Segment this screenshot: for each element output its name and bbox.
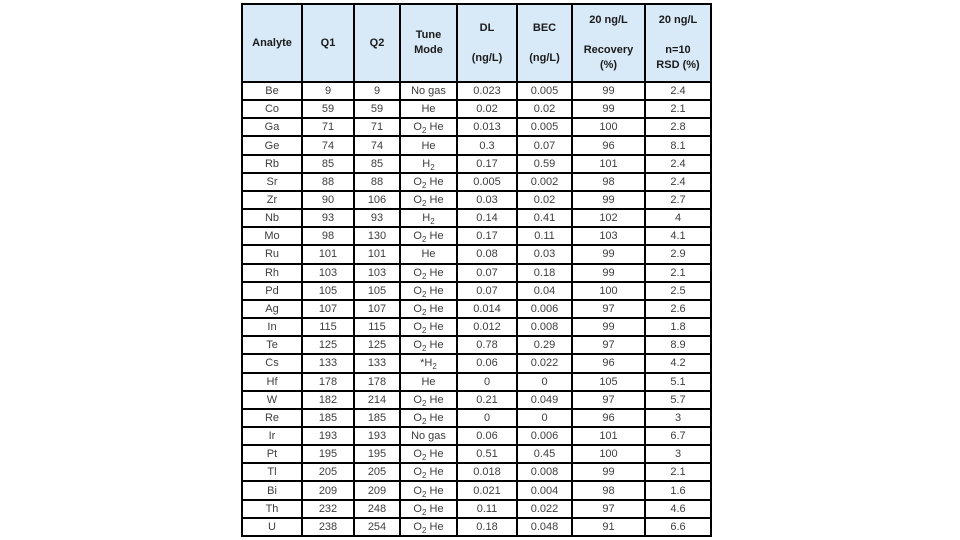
cell-dl: 0.08 (457, 245, 517, 263)
table-row-nb (242, 209, 711, 227)
column-header-line: (ng/L) (471, 51, 503, 64)
column-header-line: Tune (415, 29, 442, 41)
cell-bec: 0.45 (517, 445, 572, 463)
cell-bec: 0.008 (517, 463, 572, 481)
column-header-line: Mode (414, 44, 443, 56)
cell-tune-mode: $O_2$ He (400, 463, 457, 481)
column-header-line: Analyte (252, 36, 292, 49)
cell-recovery: 100 (572, 118, 645, 136)
column-header-dl (457, 4, 517, 82)
cell-recovery: 105 (572, 373, 645, 391)
cell-q2: 130 (354, 227, 400, 245)
cell-tune-mode: $O_2$ He (400, 191, 457, 209)
cell-q1: 238 (302, 518, 354, 536)
cell-dl: 0.06 (457, 427, 517, 445)
cell-q1: 88 (302, 173, 354, 191)
cell-q1: 101 (302, 245, 354, 263)
table-row-th (242, 500, 711, 518)
cell-analyte: W (242, 391, 302, 409)
cell-analyte: In (242, 318, 302, 336)
cell-tune-mode: $*H_2$ (400, 354, 457, 372)
cell-q1: 232 (302, 500, 354, 518)
cell-tune-mode: $O_2$ He (400, 264, 457, 282)
cell-analyte: Ir (242, 427, 302, 445)
column-header-q1 (302, 4, 354, 82)
table-row-hf (242, 373, 711, 391)
table-row-mo (242, 227, 711, 245)
cell-rsd: 2.5 (645, 282, 711, 300)
cell-recovery: 99 (572, 191, 645, 209)
cell-q2: 115 (354, 318, 400, 336)
cell-tune-mode: $O_2$ He (400, 500, 457, 518)
table-row-zr (242, 191, 711, 209)
cell-tune-mode: $O_2$ He (400, 282, 457, 300)
cell-bec: 0.04 (517, 282, 572, 300)
cell-rsd: 6.6 (645, 518, 711, 536)
cell-bec: 0 (517, 409, 572, 427)
cell-recovery: 103 (572, 227, 645, 245)
cell-analyte: Ge (242, 136, 302, 154)
cell-dl: 0 (457, 373, 517, 391)
column-header-line: Recovery (583, 44, 634, 56)
cell-bec: 0.29 (517, 336, 572, 354)
table-row-ag (242, 300, 711, 318)
cell-recovery: 98 (572, 481, 645, 499)
cell-bec: 0.11 (517, 227, 572, 245)
table-row-u (242, 518, 711, 536)
column-header-line: 20 ng/L (658, 14, 698, 26)
cell-recovery: 99 (572, 245, 645, 263)
cell-bec: 0.41 (517, 209, 572, 227)
cell-bec: 0.02 (517, 100, 572, 118)
table-row-tl (242, 463, 711, 481)
table-row-ge (242, 136, 711, 154)
cell-q1: 178 (302, 373, 354, 391)
cell-tune-mode: He (400, 136, 457, 154)
column-header-line (460, 36, 514, 51)
column-header-line: DL (479, 21, 495, 34)
column-header-analyte (242, 4, 302, 82)
cell-rsd: 2.4 (645, 155, 711, 173)
cell-recovery: 97 (572, 500, 645, 518)
cell-q2: 74 (354, 136, 400, 154)
cell-bec: 0.022 (517, 354, 572, 372)
cell-tune-mode: $O_2$ He (400, 336, 457, 354)
table-row-ga (242, 118, 711, 136)
table-header-row (242, 4, 711, 82)
cell-tune-mode: $H_2$ (400, 209, 457, 227)
cell-q2: 105 (354, 282, 400, 300)
cell-dl: 0.023 (457, 82, 517, 100)
cell-recovery: 99 (572, 463, 645, 481)
cell-tune-mode: He (400, 245, 457, 263)
column-header-recovery (572, 4, 645, 82)
cell-recovery: 96 (572, 354, 645, 372)
cell-dl: 0.14 (457, 209, 517, 227)
cell-dl: 0.17 (457, 155, 517, 173)
cell-rsd: 2.9 (645, 245, 711, 263)
cell-dl: 0.013 (457, 118, 517, 136)
cell-recovery: 96 (572, 409, 645, 427)
cell-dl: 0 (457, 409, 517, 427)
table-row-be (242, 82, 711, 100)
cell-rsd: 2.1 (645, 100, 711, 118)
cell-tune-mode: He (400, 373, 457, 391)
cell-analyte: Pd (242, 282, 302, 300)
cell-rsd: 5.1 (645, 373, 711, 391)
cell-q2: 107 (354, 300, 400, 318)
cell-q2: 178 (354, 373, 400, 391)
cell-q1: 98 (302, 227, 354, 245)
cell-q1: 195 (302, 445, 354, 463)
cell-recovery: 96 (572, 136, 645, 154)
cell-analyte: Pt (242, 445, 302, 463)
table-row-re (242, 409, 711, 427)
column-header-rsd (645, 4, 711, 82)
table-row-rh (242, 264, 711, 282)
cell-dl: 0.02 (457, 100, 517, 118)
cell-recovery: 101 (572, 155, 645, 173)
cell-q2: 209 (354, 481, 400, 499)
analyte-results-table (241, 3, 712, 537)
cell-recovery: 91 (572, 518, 645, 536)
cell-rsd: 3 (645, 409, 711, 427)
cell-analyte: Be (242, 82, 302, 100)
column-header-line (575, 28, 642, 43)
cell-q2: 71 (354, 118, 400, 136)
cell-q2: 205 (354, 463, 400, 481)
cell-q1: 71 (302, 118, 354, 136)
table-row-sr (242, 173, 711, 191)
cell-rsd: 4.6 (645, 500, 711, 518)
cell-q1: 125 (302, 336, 354, 354)
cell-tune-mode: $O_2$ He (400, 391, 457, 409)
column-header-line (648, 28, 708, 43)
cell-rsd: 2.6 (645, 300, 711, 318)
table-row-co (242, 100, 711, 118)
cell-rsd: 2.7 (645, 191, 711, 209)
cell-q2: 195 (354, 445, 400, 463)
table-row-w (242, 391, 711, 409)
cell-bec: 0.008 (517, 318, 572, 336)
cell-bec: 0 (517, 373, 572, 391)
cell-q1: 90 (302, 191, 354, 209)
cell-q2: 254 (354, 518, 400, 536)
column-header-line: RSD (%) (656, 59, 700, 71)
cell-tune-mode: $O_2$ He (400, 518, 457, 536)
cell-bec: 0.02 (517, 191, 572, 209)
cell-dl: 0.005 (457, 173, 517, 191)
cell-dl: 0.17 (457, 227, 517, 245)
cell-rsd: 6.7 (645, 427, 711, 445)
table-row-ru (242, 245, 711, 263)
table-row-rb (242, 155, 711, 173)
cell-dl: 0.51 (457, 445, 517, 463)
cell-tune-mode: $O_2$ He (400, 481, 457, 499)
cell-analyte: Ru (242, 245, 302, 263)
column-header-line: Q2 (369, 36, 385, 49)
cell-tune-mode: $O_2$ He (400, 227, 457, 245)
column-header-line (520, 36, 569, 51)
cell-recovery: 100 (572, 445, 645, 463)
cell-analyte: Rb (242, 155, 302, 173)
cell-bec: 0.006 (517, 300, 572, 318)
cell-q2: 125 (354, 336, 400, 354)
cell-bec: 0.002 (517, 173, 572, 191)
cell-q1: 103 (302, 264, 354, 282)
cell-bec: 0.005 (517, 118, 572, 136)
cell-recovery: 99 (572, 100, 645, 118)
cell-analyte: Cs (242, 354, 302, 372)
cell-rsd: 4 (645, 209, 711, 227)
cell-q2: 106 (354, 191, 400, 209)
cell-recovery: 100 (572, 282, 645, 300)
cell-dl: 0.07 (457, 264, 517, 282)
cell-tune-mode: $O_2$ He (400, 118, 457, 136)
cell-q1: 85 (302, 155, 354, 173)
column-header-line: BEC (532, 21, 557, 34)
cell-rsd: 8.9 (645, 336, 711, 354)
cell-recovery: 99 (572, 82, 645, 100)
cell-recovery: 99 (572, 318, 645, 336)
cell-q2: 214 (354, 391, 400, 409)
cell-bec: 0.006 (517, 427, 572, 445)
cell-tune-mode: $O_2$ He (400, 445, 457, 463)
cell-recovery: 97 (572, 336, 645, 354)
cell-rsd: 8.1 (645, 136, 711, 154)
cell-analyte: Re (242, 409, 302, 427)
cell-q1: 105 (302, 282, 354, 300)
cell-dl: 0.06 (457, 354, 517, 372)
cell-analyte: Ga (242, 118, 302, 136)
cell-analyte: Bi (242, 481, 302, 499)
cell-bec: 0.59 (517, 155, 572, 173)
cell-q2: 193 (354, 427, 400, 445)
cell-q1: 193 (302, 427, 354, 445)
cell-rsd: 1.8 (645, 318, 711, 336)
cell-rsd: 5.7 (645, 391, 711, 409)
cell-dl: 0.11 (457, 500, 517, 518)
cell-tune-mode: $O_2$ He (400, 300, 457, 318)
cell-q1: 185 (302, 409, 354, 427)
cell-q1: 182 (302, 391, 354, 409)
cell-tune-mode: No gas (400, 82, 457, 100)
cell-bec: 0.049 (517, 391, 572, 409)
cell-q1: 209 (302, 481, 354, 499)
cell-tune-mode: $H_2$ (400, 155, 457, 173)
cell-rsd: 3 (645, 445, 711, 463)
cell-recovery: 97 (572, 391, 645, 409)
cell-rsd: 2.8 (645, 118, 711, 136)
cell-rsd: 2.1 (645, 463, 711, 481)
column-header-q2 (354, 4, 400, 82)
cell-analyte: Co (242, 100, 302, 118)
column-header-line: Q1 (320, 36, 336, 49)
cell-bec: 0.022 (517, 500, 572, 518)
column-header-bec (517, 4, 572, 82)
column-header-line: 20 ng/L (589, 14, 628, 26)
column-header-line: n=10 (665, 44, 691, 56)
cell-rsd: 2.4 (645, 173, 711, 191)
cell-dl: 0.018 (457, 463, 517, 481)
cell-tune-mode: $O_2$ He (400, 173, 457, 191)
cell-q2: 185 (354, 409, 400, 427)
cell-recovery: 97 (572, 300, 645, 318)
cell-q1: 107 (302, 300, 354, 318)
cell-q1: 9 (302, 82, 354, 100)
cell-tune-mode: No gas (400, 427, 457, 445)
table-row-bi (242, 481, 711, 499)
cell-rsd: 2.4 (645, 82, 711, 100)
column-header-tune-mode (400, 4, 457, 82)
table-row-ir (242, 427, 711, 445)
cell-analyte: Th (242, 500, 302, 518)
cell-recovery: 98 (572, 173, 645, 191)
column-header-line: (%) (599, 59, 618, 71)
cell-analyte: Mo (242, 227, 302, 245)
cell-q1: 133 (302, 354, 354, 372)
cell-dl: 0.021 (457, 481, 517, 499)
cell-dl: 0.21 (457, 391, 517, 409)
cell-q1: 74 (302, 136, 354, 154)
cell-rsd: 4.1 (645, 227, 711, 245)
cell-q2: 85 (354, 155, 400, 173)
cell-analyte: Nb (242, 209, 302, 227)
cell-bec: 0.03 (517, 245, 572, 263)
cell-q1: 205 (302, 463, 354, 481)
cell-q1: 115 (302, 318, 354, 336)
cell-analyte: Hf (242, 373, 302, 391)
table-body (242, 82, 711, 536)
cell-dl: 0.012 (457, 318, 517, 336)
cell-analyte: Ag (242, 300, 302, 318)
cell-q2: 9 (354, 82, 400, 100)
cell-tune-mode: $O_2$ He (400, 409, 457, 427)
cell-dl: 0.3 (457, 136, 517, 154)
cell-rsd: 4.2 (645, 354, 711, 372)
cell-q2: 248 (354, 500, 400, 518)
cell-analyte: Rh (242, 264, 302, 282)
cell-q2: 103 (354, 264, 400, 282)
cell-bec: 0.004 (517, 481, 572, 499)
cell-bec: 0.18 (517, 264, 572, 282)
table-row-pt (242, 445, 711, 463)
table-row-pd (242, 282, 711, 300)
cell-analyte: Tl (242, 463, 302, 481)
cell-rsd: 2.1 (645, 264, 711, 282)
cell-recovery: 101 (572, 427, 645, 445)
table-header (242, 4, 711, 82)
cell-q2: 88 (354, 173, 400, 191)
cell-tune-mode: He (400, 100, 457, 118)
cell-q1: 59 (302, 100, 354, 118)
cell-tune-mode: $O_2$ He (400, 318, 457, 336)
cell-recovery: 102 (572, 209, 645, 227)
cell-dl: 0.07 (457, 282, 517, 300)
cell-bec: 0.07 (517, 136, 572, 154)
cell-analyte: Zr (242, 191, 302, 209)
cell-q2: 133 (354, 354, 400, 372)
cell-recovery: 99 (572, 264, 645, 282)
cell-dl: 0.03 (457, 191, 517, 209)
cell-rsd: 1.6 (645, 481, 711, 499)
cell-bec: 0.005 (517, 82, 572, 100)
cell-q2: 101 (354, 245, 400, 263)
cell-q2: 59 (354, 100, 400, 118)
cell-bec: 0.048 (517, 518, 572, 536)
table-row-cs (242, 354, 711, 372)
cell-q1: 93 (302, 209, 354, 227)
cell-analyte: Sr (242, 173, 302, 191)
cell-dl: 0.78 (457, 336, 517, 354)
cell-q2: 93 (354, 209, 400, 227)
table-row-in (242, 318, 711, 336)
cell-dl: 0.014 (457, 300, 517, 318)
cell-analyte: U (242, 518, 302, 536)
column-header-line: (ng/L) (529, 51, 560, 64)
table-row-te (242, 336, 711, 354)
cell-dl: 0.18 (457, 518, 517, 536)
cell-analyte: Te (242, 336, 302, 354)
